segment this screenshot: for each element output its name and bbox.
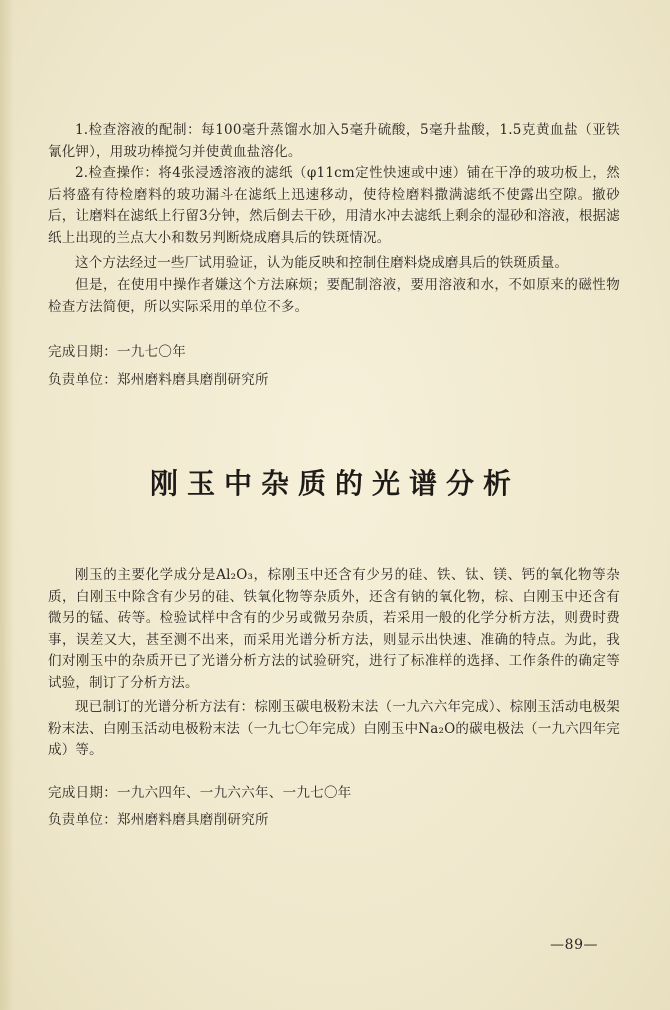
section2-completion-date: 完成日期：一九六四年、一九六六年、一九七〇年 (48, 785, 352, 801)
section1-completion-date: 完成日期：一九七〇年 (48, 344, 186, 360)
section2-para-methods: 现已制订的光谱分析方法有：棕刚玉碳电极粉末法（一九六六年完成）、棕刚玉活动电极架粉末法、白刚玉活动电极粉末法（一九七〇年完成）白刚玉中Na₂O的碳电极法（一九六四年完成）等。 (48, 699, 620, 758)
section1-para-drawbacks: 但是，在使用中操作者嫌这个方法麻烦；要配制溶液，要用溶液和水，不如原来的磁性物检查方法简便，所以实际采用的单位不多。 (48, 277, 620, 315)
section1-para-validation: 这个方法经过一些厂试用验证，认为能反映和控制住磨料烧成磨具后的铁斑质量。 (75, 255, 569, 271)
section1-para-procedure: 2.检查操作：将4张浸透溶液的滤纸（φ11cm定性快速或中速）铺在干净的玻功板上，然后将盛有待检磨料的玻功漏斗在滤纸上迅速移动，使待检磨料撒满滤纸不使露出空隙。撤砂后，让磨料在滤纸上行留3分钟，然后倒去干砂，用清水冲去滤纸上剩余的湿砂和溶液，根据滤纸上出现的兰点大小和数另判断烧成磨具后的铁斑情况。 (48, 165, 620, 246)
section2-title: 刚玉中杂质的光谱分析 (149, 467, 520, 500)
section1-responsible-unit: 负责单位：郑州磨料磨具磨削研究所 (48, 372, 269, 388)
page-number: —89— (550, 937, 598, 953)
section2-responsible-unit: 负责单位：郑州磨料磨具磨削研究所 (48, 812, 269, 828)
section1-para-solution-prep: 1.检查溶液的配制：每100毫升蒸馏水加入5毫升硫酸，5毫升盐酸，1.5克黄血盐（亚铁氰化钾），用玻功棒搅匀并使黄血盐溶化。 (48, 122, 620, 160)
page-spine-shadow (0, 0, 14, 1010)
section2-para-composition: 刚玉的主要化学成分是Al₂O₃，棕刚玉中还含有少另的硅、铁、钛、镁、钙的氧化物等杂质，白刚玉中除含有少另的硅、铁氧化物等杂质外，还含有钠的氧化物，棕、白刚玉中还含有微另的锰、砖等。检验试样中含有的少另或微另杂质，若采用一般的化学分析方法，则费时费事，误差又大，甚至测不出来，而采用光谱分析方法，则显示出快速、准确的特点。为此，我们对刚玉中的杂质开已了光谱分析方法的试验研究，进行了标准样的选择、工作条件的确定等试验，制订了分析方法。 (48, 567, 620, 691)
